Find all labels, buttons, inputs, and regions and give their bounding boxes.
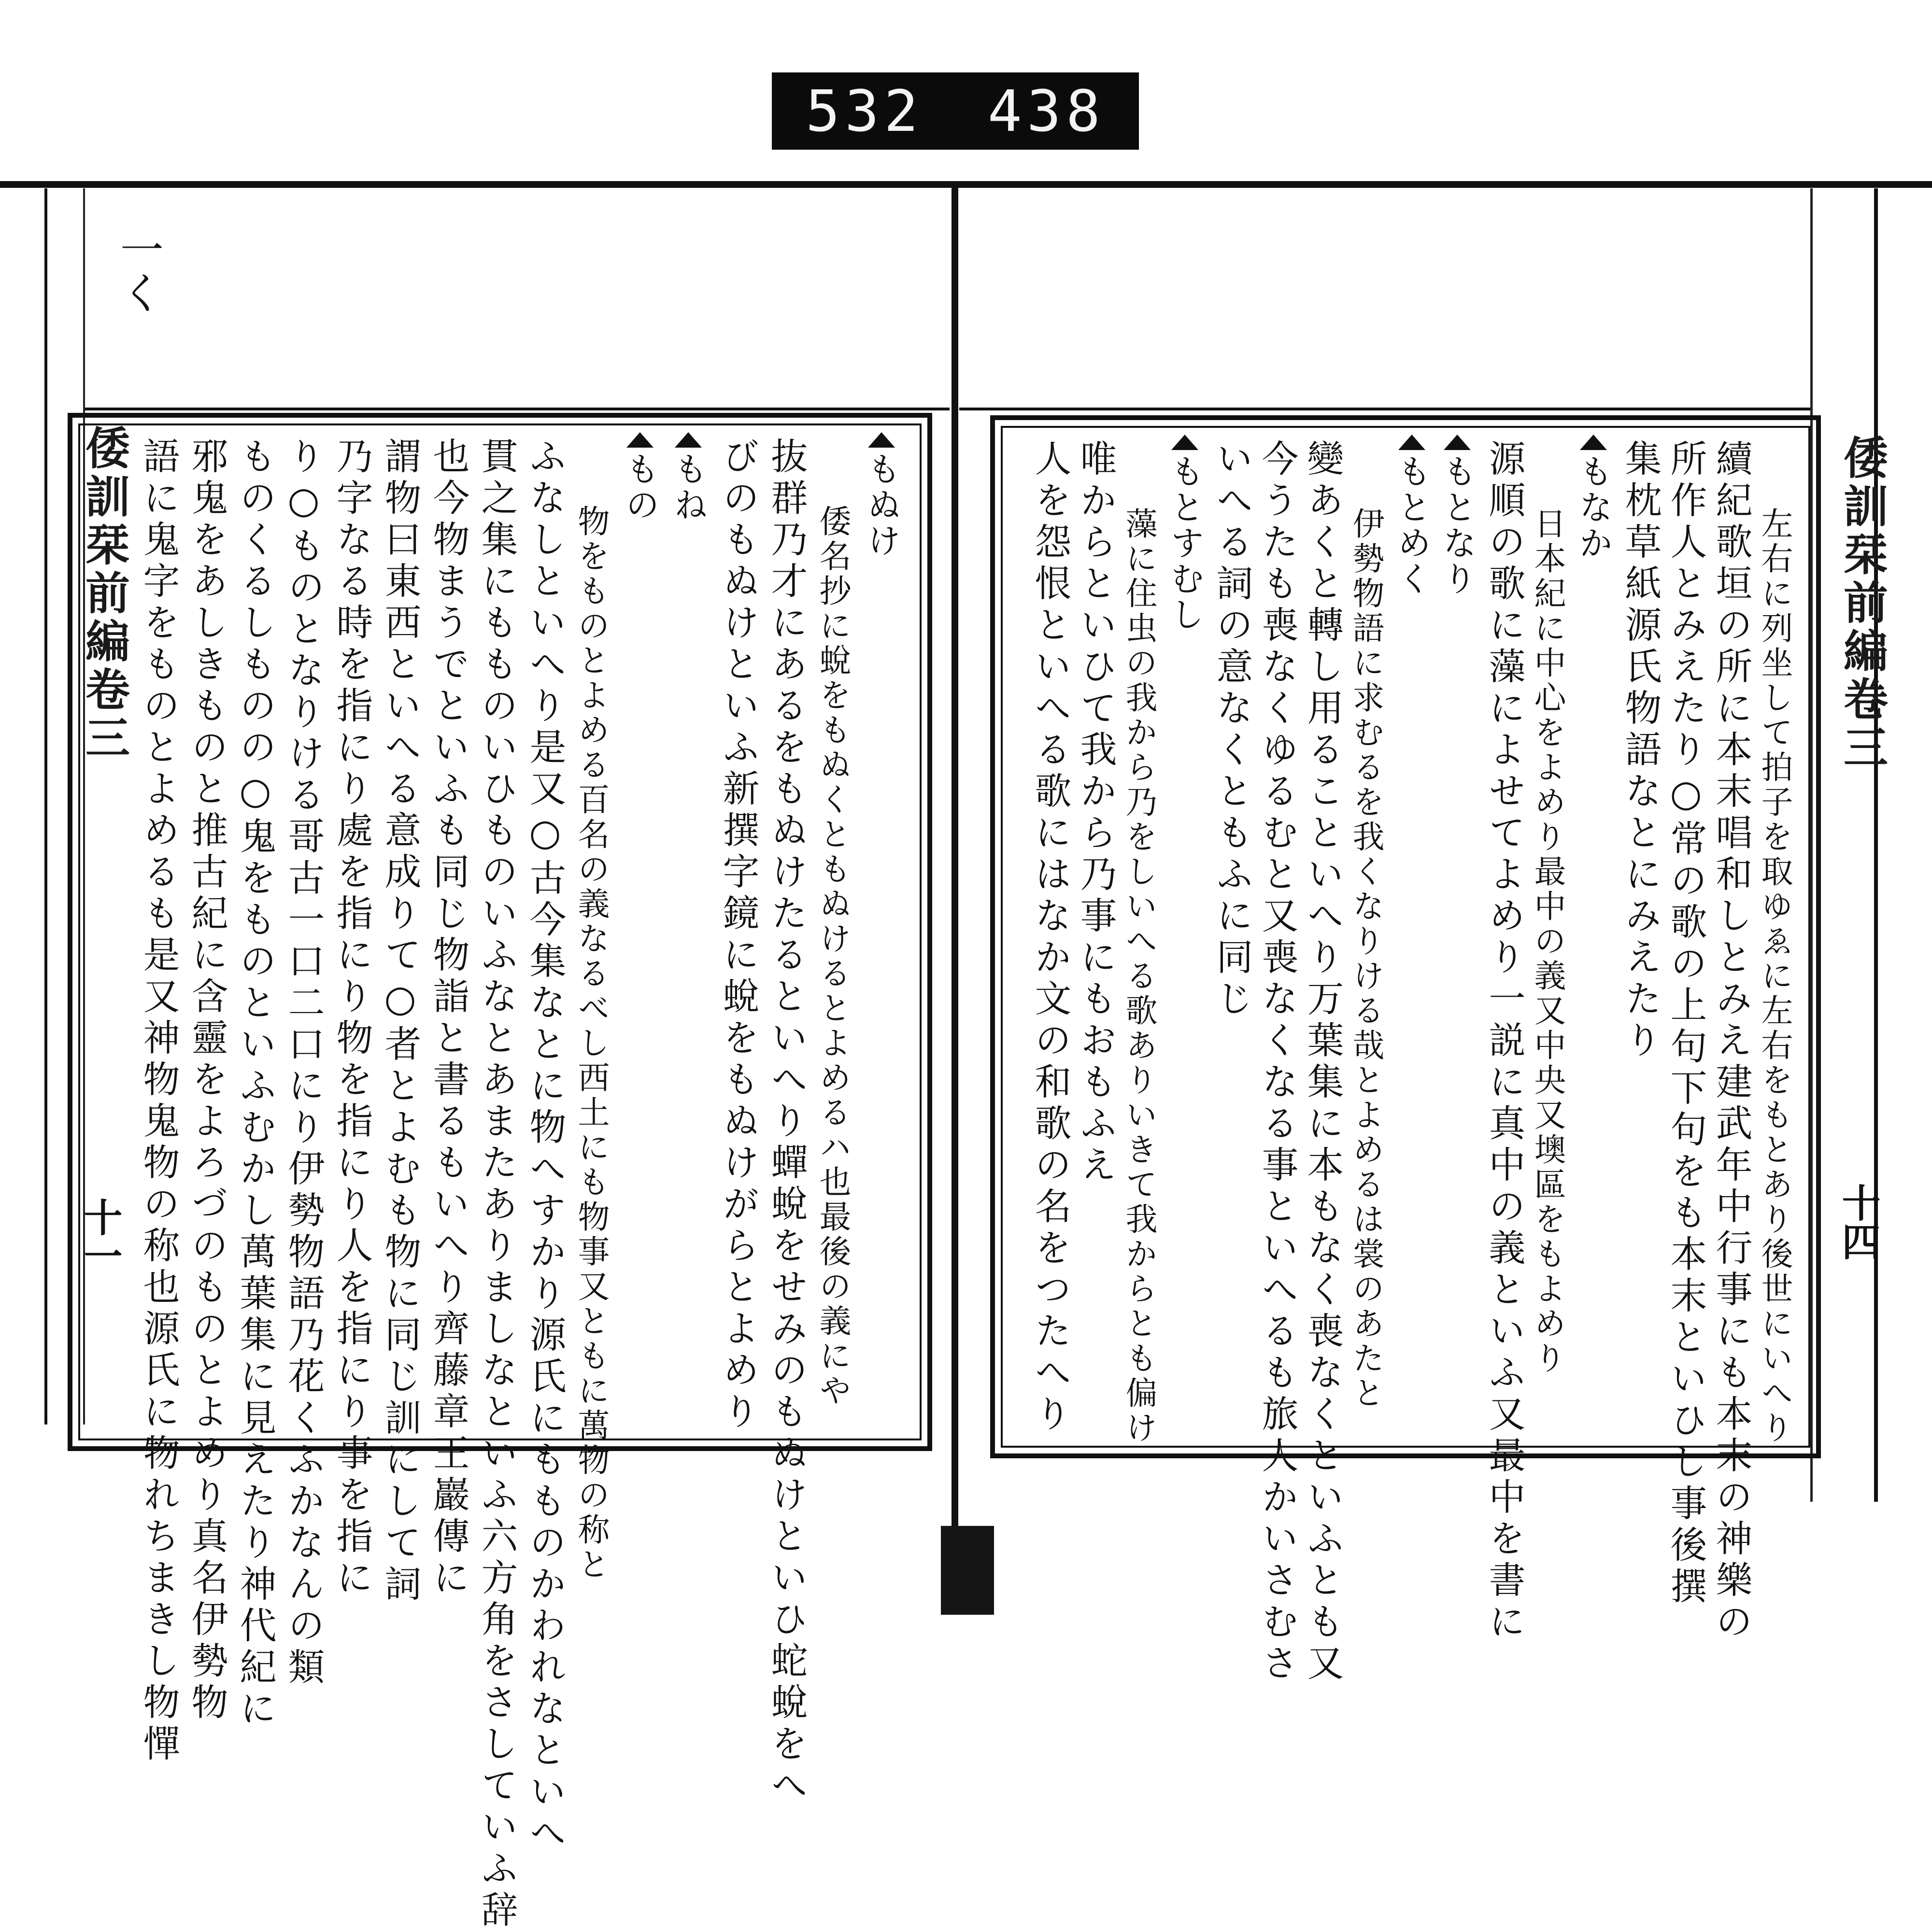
column-text: 唯からといひて我から乃事にもおもふえ — [1074, 439, 1117, 1187]
text-column — [1483, 439, 1526, 1644]
text-column — [1029, 439, 1072, 1436]
column-text: り○ものとなりける哥古一口二口にり伊勢物語乃花くふかなんの類 — [282, 437, 325, 1689]
entry-heading — [1437, 435, 1477, 597]
left-header-mark: 一く — [113, 227, 163, 314]
entry-marker-icon — [626, 432, 653, 448]
book-top-edge — [0, 181, 1932, 188]
text-column — [185, 437, 228, 1724]
entry-heading — [668, 432, 708, 523]
column-text: 日本紀に中心をよめり最中の義又中央又墺區をもよめり — [1529, 507, 1566, 1376]
text-column — [814, 505, 851, 1409]
text-column — [330, 437, 373, 1600]
text-column — [427, 437, 470, 1600]
text-column — [765, 437, 808, 1807]
left-margin-title: 倭訓栞前編卷三 — [78, 425, 130, 763]
column-text: 變あくと轉し用ることいへり万葉集に本もなく喪なくといふとも又 — [1301, 439, 1344, 1685]
entry-marker-icon — [1398, 435, 1425, 450]
right-margin-title: 倭訓栞前編卷三 — [1836, 435, 1889, 773]
column-text: もなか — [1574, 454, 1613, 561]
entry-marker-icon — [675, 432, 702, 448]
entry-marker-icon — [1580, 435, 1607, 450]
label-left-number: 532 — [806, 78, 923, 144]
text-column — [1710, 439, 1753, 1644]
column-text: 倭名抄に蛻をもぬくともぬけるとよめるハ也最後の義にや — [814, 505, 851, 1409]
entry-heading — [1165, 435, 1205, 633]
left-page-frame — [68, 413, 932, 1932]
column-text: びのもぬけといふ新撰字鏡に蛻をもぬけがらとよめり — [717, 437, 760, 1434]
column-text: もとめく — [1392, 454, 1432, 597]
column-text: もぬけ — [862, 451, 901, 559]
label-right-number: 438 — [987, 78, 1105, 144]
column-text: 貫之集にもものいひものいふなとあまたありましなといふ六方角をさしていふ辞 — [475, 437, 518, 1932]
text-column — [1347, 507, 1384, 1411]
entry-heading — [862, 432, 901, 559]
entry-heading — [620, 432, 660, 523]
text-column — [234, 437, 277, 1731]
column-text: もね — [668, 451, 708, 523]
right-page-frame — [990, 415, 1821, 1685]
spine-binding — [941, 1526, 994, 1615]
entry-heading — [1574, 435, 1613, 561]
column-text: ものくるしものの○鬼をものといふむかし萬葉集に見えたり神代紀に — [234, 437, 277, 1731]
column-text: 語に鬼字をものとよめるも是又神物鬼物の称也源氏に物れちまきし物憚 — [137, 437, 180, 1766]
column-text: 也今物まうでといふも同じ物詣と書るもいへり齊藤章王巖傳に — [427, 437, 470, 1600]
left-page-number: 十一 — [77, 1198, 123, 1275]
text-column — [282, 437, 325, 1689]
text-column — [379, 437, 422, 1606]
text-column — [1619, 439, 1662, 1062]
column-text: 邪鬼をあしきものと推古紀に含靈をよろづのものとよめり真名伊勢物 — [185, 437, 228, 1724]
text-column — [1120, 507, 1157, 1446]
column-text: 藻に住虫の我から乃をしいへる歌ありいきて我からとも偏け — [1120, 507, 1157, 1446]
entry-marker-icon — [868, 432, 895, 448]
column-text: 伊勢物語に求むるを我くなりける哉とよめるは裳のあたと — [1347, 507, 1384, 1411]
column-text: もとすむし — [1165, 454, 1205, 633]
text-column — [137, 437, 180, 1766]
column-text: 抜群乃才にあるをもぬけたるといへり蟬蛻をせみのもぬけといひ蛇蛻をへ — [765, 437, 808, 1807]
entry-marker-icon — [1171, 435, 1198, 450]
text-column — [572, 505, 610, 1582]
right-page-header — [959, 188, 1810, 410]
text-column — [1074, 439, 1117, 1187]
text-column — [524, 437, 567, 1855]
entry-marker-icon — [1444, 435, 1471, 450]
left-page-header — [85, 188, 950, 410]
text-column — [1529, 507, 1566, 1376]
column-text: 源順の歌に藻によせてよめり一説に真中の義といふ又最中を書に — [1483, 439, 1526, 1644]
column-text: 左右に列坐して拍子を取ゆゑに左右をもとあり後世にいへり — [1756, 507, 1793, 1446]
column-text: 物をものとよめる百名の義なるべし西土にも物事又ともに萬物の称と — [572, 505, 610, 1582]
column-text: ふなしといへり是又○古今集なとに物へすかり源氏にもものかわれなといへ — [524, 437, 567, 1855]
text-column — [475, 437, 518, 1932]
text-column — [1256, 439, 1299, 1685]
book-spine — [952, 183, 958, 1615]
entry-heading — [1392, 435, 1432, 597]
column-text: 人を怨恨といへる歌にはなか文の和歌の名をつたへり — [1029, 439, 1072, 1436]
column-text: 集枕草紙源氏物語なとにみえたり — [1619, 439, 1662, 1062]
text-column — [1210, 439, 1253, 1021]
text-column — [717, 437, 760, 1434]
column-text: 今うたも喪なくゆるむと又喪なくなる事といへるも旅人かいさむさ — [1256, 439, 1299, 1685]
column-text: 乃字なる時を指にり處を指にり物を指にり人を指にり事を指に — [330, 437, 373, 1600]
right-page-number: 十四 — [1835, 1183, 1881, 1260]
column-text: もの — [620, 451, 660, 523]
column-text: 續紀歌垣の所に本末唱和しとみえ建武年中行事にも本末の神樂の — [1710, 439, 1753, 1644]
column-text: 所作人とみえたり○常の歌の上句下句をも本末といひし事後撰 — [1664, 439, 1707, 1608]
column-text: いへる詞の意なくともふに同じ — [1210, 439, 1253, 1021]
text-column — [1301, 439, 1344, 1685]
text-column — [1756, 507, 1793, 1446]
text-column — [1664, 439, 1707, 1608]
catalog-label — [772, 72, 1139, 150]
column-text: もとなり — [1437, 454, 1477, 597]
column-text: 謂物曰東西といへる意成りて○者とよむも物に同じ訓にして詞 — [379, 437, 422, 1606]
